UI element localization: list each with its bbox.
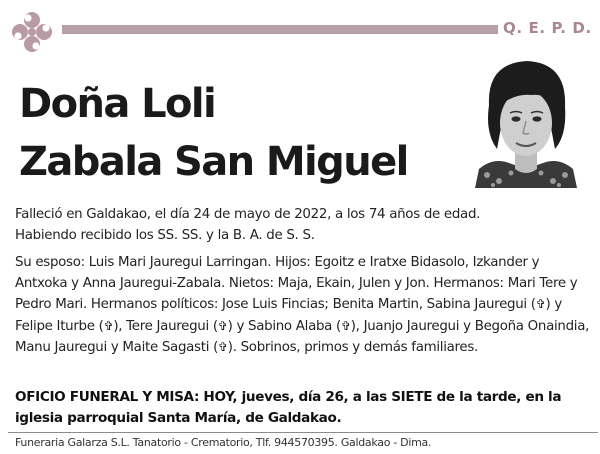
cross-icon: ✞ <box>218 340 228 354</box>
deceased-name-line1: Doña Loli <box>19 81 216 127</box>
death-date-line: Falleció en Galdakao, el día 24 de mayo de 2022, a los 74 años de edad. <box>15 207 481 222</box>
funeral-service-paragraph: OFICIO FUNERAL Y MISA: HOY, jueves, día 26, a las SIETE de la tarde, en la iglesia parroquial Santa María, de Galdakao. <box>15 389 562 426</box>
family-text-6: ). Sobrinos, primos y demás familiares. <box>227 340 479 355</box>
family-text-1: Su esposo: Luis Mari Jauregui Larringan. Hijos: Egoitz e Iratxe Bidasolo, Izkander y Antxoka y Anna Jauregui-Zabala. Nietos: Maja, Ekain, Julen y Jon. Hermanos: Mari Tere y Pedro Mari. Hermanos políticos: Jose Luis Fincias; Benita Martin, Sabina Jauregui ( <box>15 255 578 312</box>
sacraments-line: Habiendo recibido los SS. SS. y la B. A. de S. S. <box>15 227 315 243</box>
qepd-label: Q. E. P. D. <box>503 19 592 37</box>
funeral-home-footer: Funeraria Galarza S.L. Tanatorio - Crematorio, Tlf. 944570395. Galdakao - Dima. <box>15 436 432 449</box>
header-rule <box>62 25 498 34</box>
cross-icon: ✞ <box>535 297 546 311</box>
death-notice-paragraph <box>15 205 591 246</box>
cross-icon: ✞ <box>217 318 228 333</box>
footer-rule <box>8 432 598 433</box>
family-text-4: ) y Sabino Alaba ( <box>227 318 341 334</box>
family-text-5: ), Juanjo Jauregui y Begoña Onaindia, Manu Jauregui y Maite Sagasti ( <box>15 318 590 355</box>
lauburu-icon <box>8 8 56 56</box>
deceased-name-line2: Zabala San Miguel <box>19 139 408 185</box>
cross-icon: ✞ <box>103 318 114 333</box>
family-text-2: ) y Felipe Iturbe ( <box>15 297 562 334</box>
family-paragraph <box>15 253 591 359</box>
cross-icon: ✞ <box>340 318 351 333</box>
portrait-photo <box>471 57 581 188</box>
family-text-3: ), Tere Jauregui ( <box>113 318 218 334</box>
